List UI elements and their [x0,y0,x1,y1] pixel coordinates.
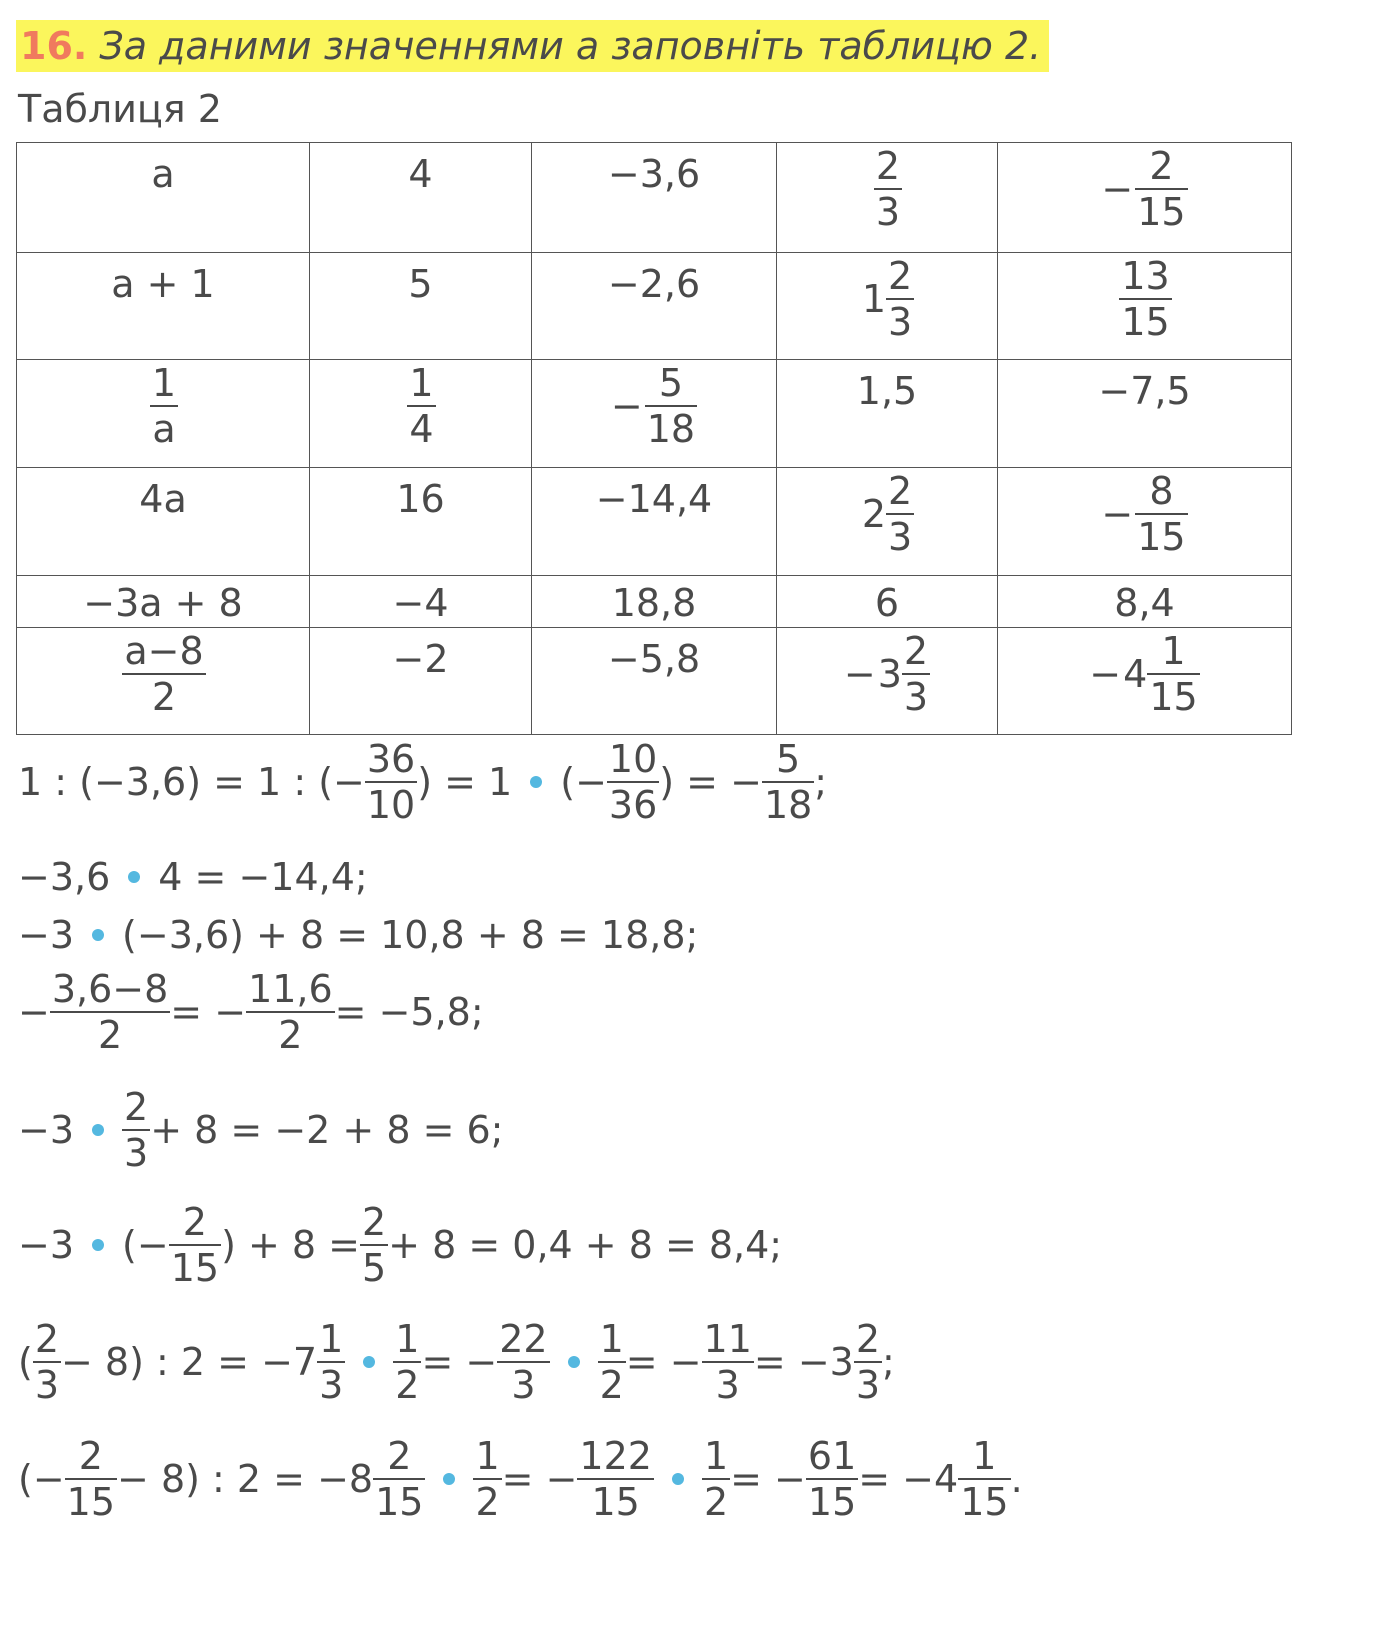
cell-fraction [843,628,930,719]
values-table [16,142,1292,735]
fraction [886,469,914,559]
solution-line-3 [18,913,698,957]
fraction: $\frac{10}{36}$ [608,737,658,827]
numerator: 1 [151,361,177,405]
expr-text: ( [18,1340,33,1384]
whole-part: 2 [861,492,886,536]
denominator: 3 [903,675,929,719]
fraction: $\frac{11}{3}$ [703,1317,752,1407]
table-cell [777,143,998,253]
table-row [17,253,1292,360]
expr-text: −3 [18,1108,75,1152]
expr-text: −3,6 [18,855,111,899]
table-cell [310,468,532,576]
expr-text: + 8 = 0,4 + 8 = 8,4; [388,1223,783,1267]
fraction [902,629,930,719]
table-cell [532,628,777,735]
table-cell [998,143,1292,253]
cell-fraction [148,360,178,451]
denominator: 15 [1137,515,1186,559]
fraction: $\frac{5}{18}$ [763,737,813,827]
cell-value: 8,4 [1114,581,1175,625]
fraction: $\frac{3,6-8}{2}$ [51,967,169,1057]
table-cell [777,360,998,468]
fraction: $\frac{2}{15}$ [375,1434,424,1524]
fraction [407,361,435,451]
cell-value: −14,4 [595,477,713,521]
table-cell [777,468,998,576]
fraction [122,629,205,719]
solution-line-1 [18,737,828,827]
cell-value: 6 [874,581,900,625]
expr-text: 1 : (−3,6) = 1 : ( [18,760,334,804]
fraction: $\frac{36}{10}$ [366,737,416,827]
solution-line-2 [18,855,368,899]
fraction: $\frac{122}{15}$ [579,1434,652,1524]
fraction [645,361,697,451]
cell-value: −7,5 [1098,369,1191,413]
expr-text: −3 [18,1223,75,1267]
exercise-number: 16. [20,24,88,68]
fraction [1147,629,1199,719]
whole-part: 4 [1123,652,1148,696]
cell-value: −2,6 [607,262,701,306]
multiply-dot-icon [672,1473,684,1485]
cell-value: 5 [408,262,433,306]
numerator: 1 [409,361,434,405]
cell-value: −5,8 [607,637,701,681]
table-row-header [17,576,310,628]
numerator: a−8 [124,629,204,673]
cell-fraction [1101,143,1187,234]
table-row-header [17,253,310,360]
cell-fraction [860,253,914,344]
solution-line-5 [18,1085,504,1175]
expr-text: . [1010,1457,1023,1501]
fraction: $\frac{1}{3}$ [319,1317,344,1407]
fraction: $\frac{1}{2}$ [599,1317,624,1407]
expr-text: = − [421,1340,498,1384]
expr-text: ) = − [659,760,762,804]
cell-fraction [120,628,205,719]
whole-part: 1 [861,277,886,321]
table-cell [310,143,532,253]
expr-text: = −3 [753,1340,854,1384]
table-cell [532,468,777,576]
fraction: $\frac{2}{3}$ [855,1317,881,1407]
cell-value: −3a + 8 [83,581,243,625]
sign: − [1101,492,1134,536]
table-row-header [17,143,310,253]
expr-text: − 8) : 2 = −7 [61,1340,318,1384]
denominator: 3 [888,515,913,559]
numerator: 2 [903,629,929,673]
cell-fraction [1117,253,1171,344]
table-caption: Таблиця 2 [18,87,222,131]
expr-text: (− [122,1223,169,1267]
table-row-header [17,360,310,468]
expr-text: + 8 = −2 + 8 = 6; [150,1108,504,1152]
cell-value: 4a [139,477,187,521]
table-row [17,360,1292,468]
solution-line-7 [18,1317,895,1407]
table-cell [777,253,998,360]
fraction [1119,254,1171,344]
fraction: $\frac{2}{3}$ [124,1085,149,1175]
multiply-dot-icon [530,776,542,788]
multiply-dot-icon [92,929,104,941]
sign: − [1101,167,1134,211]
cell-fraction [405,360,435,451]
multiply-dot-icon [92,1124,104,1136]
fraction: $\frac{1}{15}$ [960,1434,1009,1524]
fraction [886,254,914,344]
cell-value: a [151,152,175,196]
numerator: 1 [1161,629,1186,673]
expr-text: −3 [18,913,75,957]
multiply-dot-icon [363,1356,375,1368]
cell-value: 4 [408,152,433,196]
denominator: 15 [1137,190,1186,234]
cell-value: 18,8 [611,581,697,625]
table-cell [532,360,777,468]
expr-text: ; [814,760,828,804]
minus-sign: − [333,760,365,804]
expr-text: ; [882,1340,895,1384]
cell-fraction [872,143,902,234]
expr-text: (− [18,1457,65,1501]
fraction: $\frac{61}{15}$ [807,1434,857,1524]
fraction: $\frac{2}{15}$ [66,1434,116,1524]
table-cell [777,628,998,735]
table-cell [310,628,532,735]
expr-text: = − [730,1457,806,1501]
sign: − [843,652,876,696]
table-row [17,468,1292,576]
fraction: $\frac{2}{3}$ [34,1317,60,1407]
whole-part: 3 [877,652,902,696]
cell-value: 1,5 [856,369,918,413]
denominator: 15 [1121,300,1170,344]
table-cell [310,253,532,360]
fraction [1135,469,1187,559]
fraction: $\frac{1}{2}$ [475,1434,500,1524]
fraction [1135,144,1187,234]
denominator: 18 [646,407,696,451]
solution-line-4 [18,967,484,1057]
cell-fraction [1101,468,1187,559]
table-cell [998,253,1292,360]
table-row-header [17,628,310,735]
solution-line-6 [18,1200,783,1290]
fraction [874,144,902,234]
fraction: $\frac{2}{15}$ [170,1200,220,1290]
table-cell [998,468,1292,576]
cell-value: 16 [396,477,445,521]
solution-line-8 [18,1434,1023,1524]
cell-value: −3,6 [607,152,701,196]
fraction: $\frac{2}{5}$ [361,1200,387,1290]
fraction [150,361,178,451]
expr-text: ( [560,760,576,804]
numerator: 2 [875,144,901,188]
expr-text: = − [170,990,247,1034]
expr-text: = − [501,1457,578,1501]
multiply-dot-icon [92,1239,104,1251]
denominator: 2 [122,673,205,716]
table-row [17,628,1292,735]
numerator: 2 [888,254,913,298]
denominator: 3 [875,190,901,234]
fraction: $\frac{1}{2}$ [703,1434,729,1524]
expr-text: = − [625,1340,702,1384]
numerator: 2 [1149,144,1174,188]
cell-fraction [1089,628,1199,719]
table-cell [310,360,532,468]
exercise-instruction: За даними значеннями a заповніть таблицю 2. [99,24,1042,68]
table-cell [532,576,777,628]
cell-value: −4 [392,581,449,625]
fraction: $\frac{22}{3}$ [499,1317,548,1407]
multiply-dot-icon [128,871,140,883]
fraction: $\frac{11,6}{2}$ [248,967,333,1057]
multiply-dot-icon [443,1473,455,1485]
expr-text: 4 = −14,4; [158,855,368,899]
expr-text: ) + 8 = [221,1223,360,1267]
table-cell [998,628,1292,735]
numerator: 13 [1121,254,1170,298]
table-row [17,143,1292,253]
fraction: $\frac{1}{2}$ [395,1317,420,1407]
sign: − [610,384,643,428]
denominator: a [150,405,178,448]
numerator: 5 [658,361,683,405]
minus-sign: − [18,990,50,1034]
table-cell [998,360,1292,468]
denominator: 3 [888,300,913,344]
table-cell [532,253,777,360]
expr-text: − 8) : 2 = −8 [117,1457,374,1501]
numerator: 2 [888,469,913,513]
minus-sign: − [575,760,607,804]
table-cell [777,576,998,628]
cell-value: −2 [392,637,449,681]
cell-value: a + 1 [111,262,215,306]
cell-fraction [860,468,914,559]
sign: − [1089,652,1122,696]
denominator: 4 [409,407,434,451]
expr-text: (−3,6) + 8 = 10,8 + 8 = 18,8; [122,913,699,957]
table-cell [310,576,532,628]
multiply-dot-icon [568,1356,580,1368]
table-cell [998,576,1292,628]
cell-fraction [610,360,697,451]
table-row [17,576,1292,628]
exercise-title [16,20,1049,72]
table-row-header [17,468,310,576]
expr-text: ) = 1 [417,760,513,804]
table-cell [532,143,777,253]
expr-text: = −4 [858,1457,959,1501]
expr-text: = −5,8; [334,990,484,1034]
denominator: 15 [1149,675,1198,719]
numerator: 8 [1149,469,1174,513]
